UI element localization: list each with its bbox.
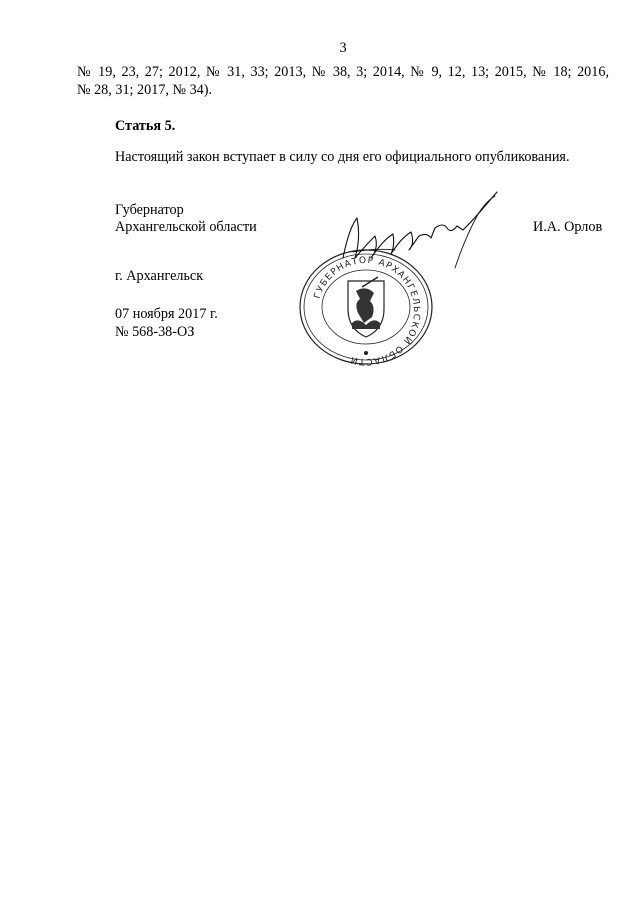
continuation-line-1: № 19, 23, 27; 2012, № 31, 33; 2013, № 38, 3; 2014, № 9, 12, 13; 2015, № 18; 2016, bbox=[77, 64, 609, 80]
continuation-line-2: № 28, 31; 2017, № 34). bbox=[77, 82, 213, 98]
page-number: 3 bbox=[339, 40, 347, 56]
coat-of-arms-icon bbox=[348, 277, 384, 337]
seal-star-icon bbox=[364, 351, 368, 355]
article-heading: Статья 5. bbox=[115, 118, 176, 134]
governor-name: И.А. Орлов bbox=[533, 219, 603, 235]
law-number: № 568-38-ОЗ bbox=[115, 324, 195, 340]
governor-title: Губернатор bbox=[115, 202, 184, 218]
governor-signature bbox=[335, 188, 505, 273]
place-of-signing: г. Архангельск bbox=[115, 268, 204, 284]
seal-text: ГУБЕРНАТОР АРХАНГЕЛЬСКОЙ ОБЛАСТИ bbox=[312, 255, 422, 367]
signing-date: 07 ноября 2017 г. bbox=[115, 306, 218, 322]
article-text: Настоящий закон вступает в силу со дня его официального опубликования. bbox=[115, 149, 570, 165]
governor-region: Архангельской области bbox=[115, 219, 257, 235]
